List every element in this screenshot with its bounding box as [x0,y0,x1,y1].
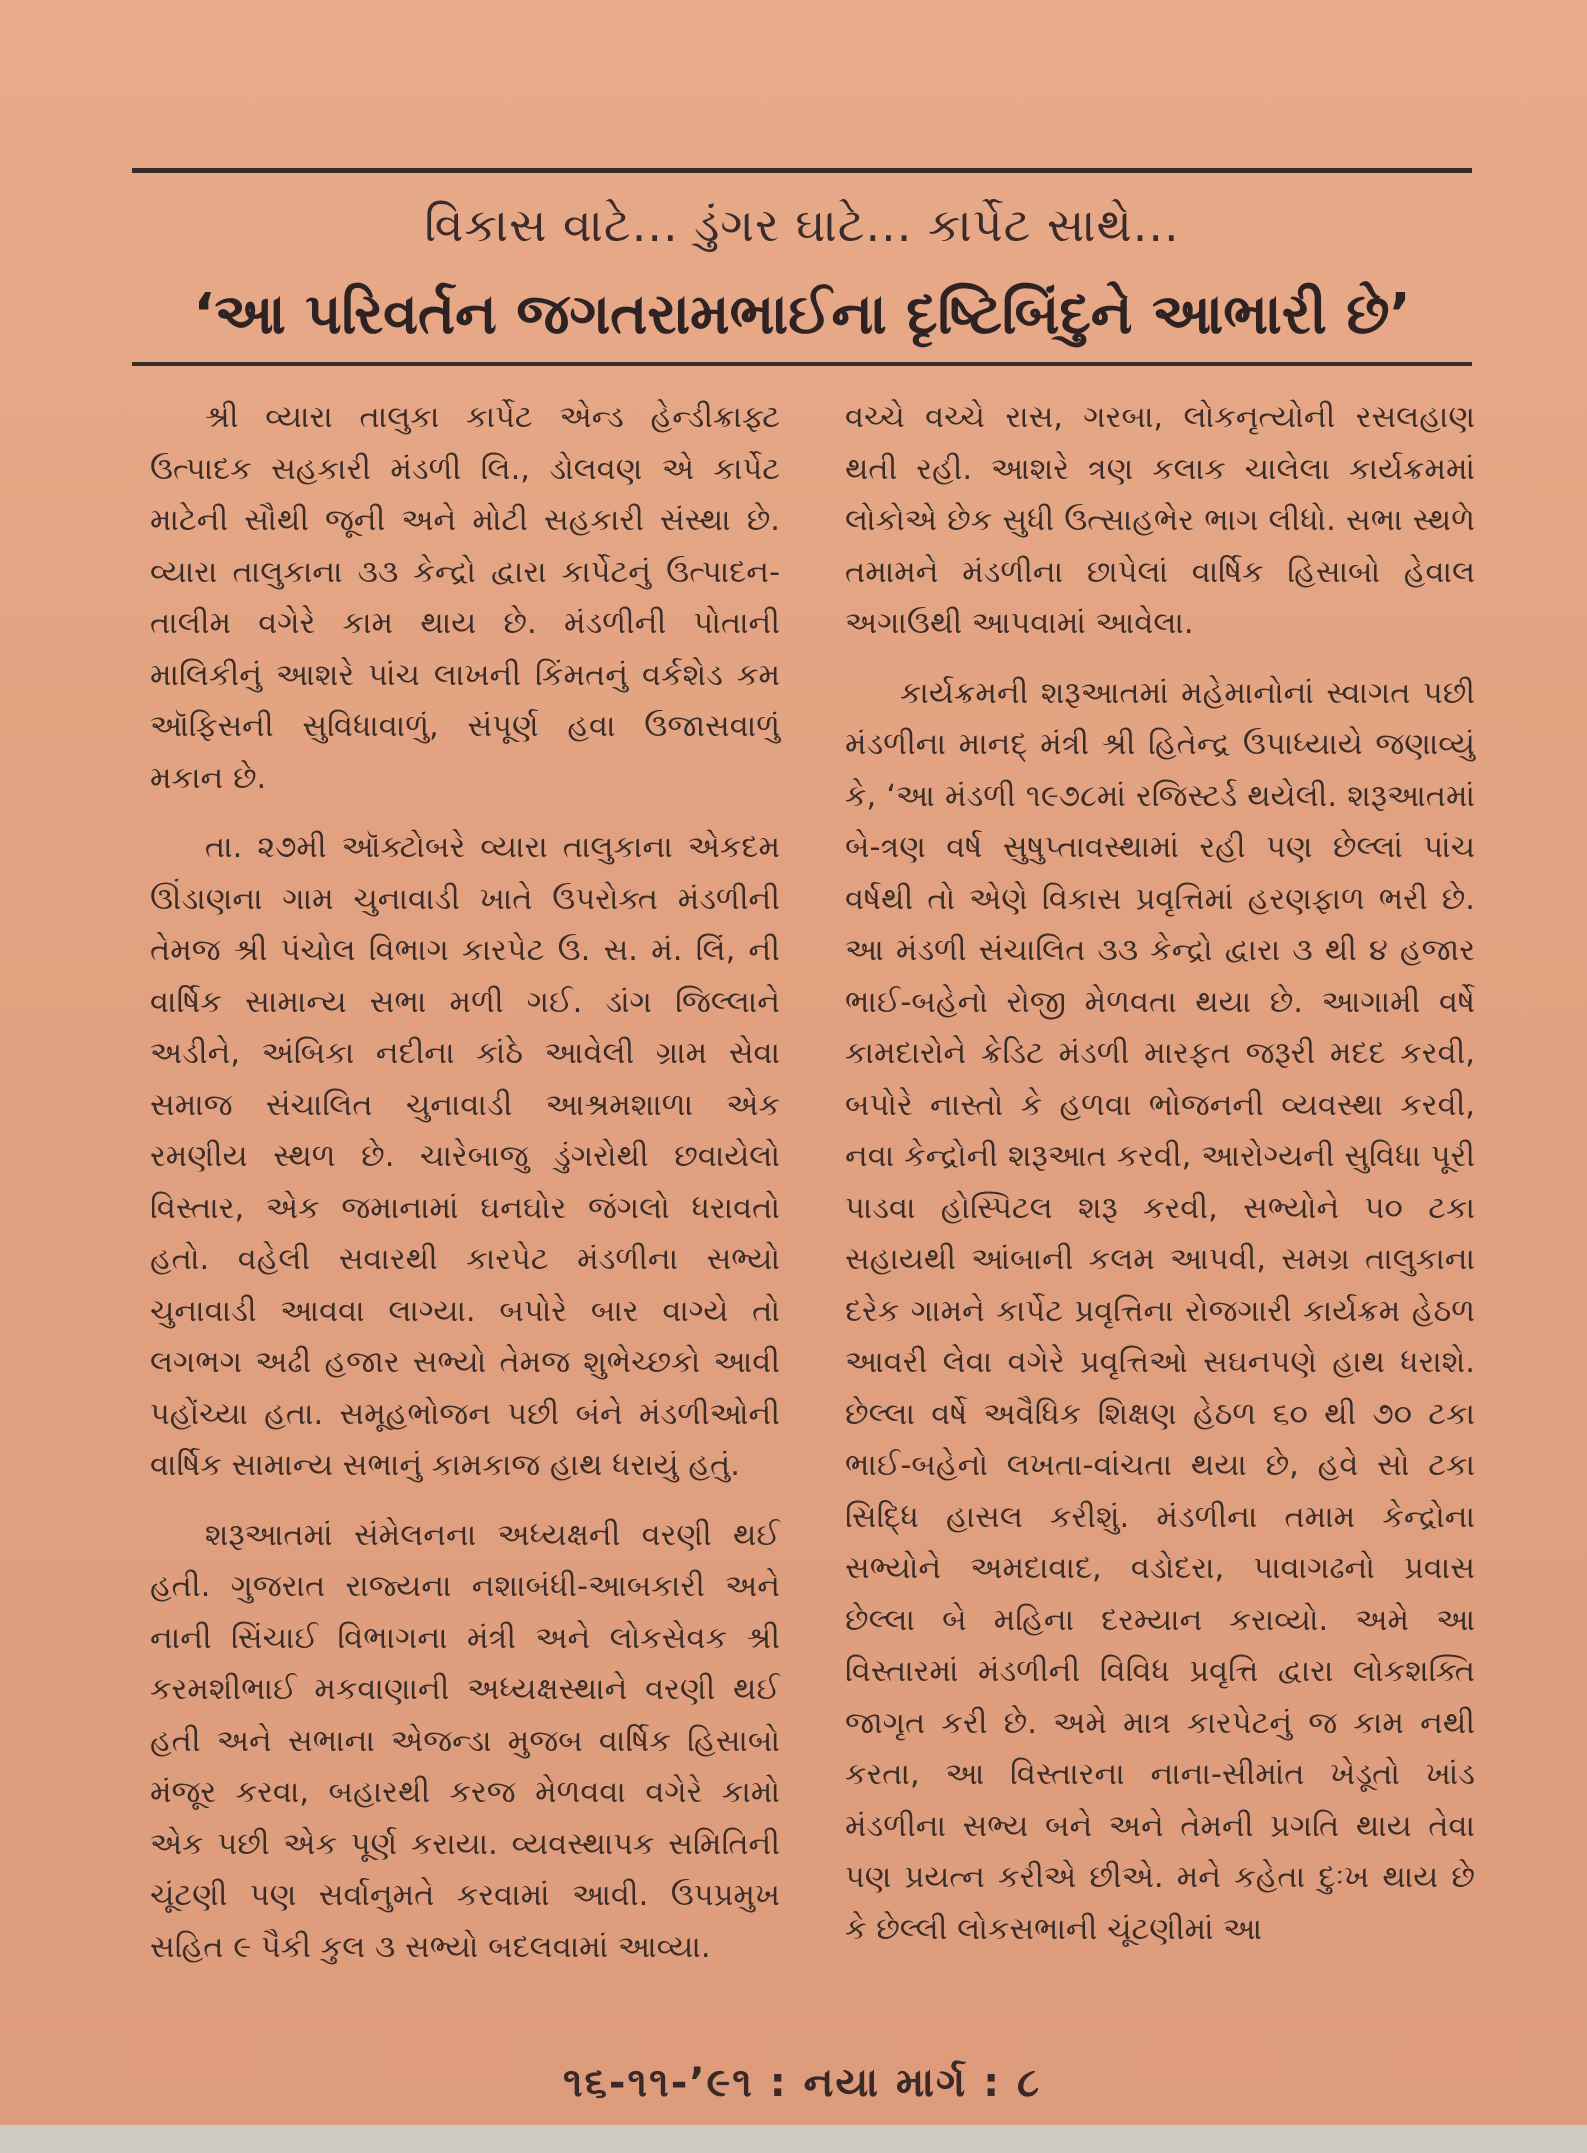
left-column [150,392,780,1991]
scan-edge [0,2125,1587,2153]
paragraph: શરૂઆતમાં સંમેલનના અધ્યક્ષની વરણી થઈ હતી. ગુજરાત રાજ્યના નશાબંધી-આબકારી અને નાની સિંચાઈ વિભાગના મંત્રી અને લોકસેવક શ્રી કરમશીભાઈ મકવાણાની અધ્યક્ષસ્થાને વરણી થઈ હતી અને સભાના એજન્ડા મુજબ વાર્ષિક હિસાબો મંજૂર કરવા, બહારથી કરજ મેળવવા વગેરે કામો એક પછી એક પૂર્ણ કરાયા. વ્યવસ્થાપક સમિતિની ચૂંટણી પણ સર્વાનુમતે કરવામાં આવી. ઉપપ્રમુખ સહિત ૯ પૈકી કુલ ૩ સભ્યો બદલવામાં આવ્યા. [150,1517,780,1965]
article-kicker: વિકાસ વાટે... ડુંગર ઘાટે... કાર્પેટ સાથે... [424,198,1180,252]
paragraph: તા. ૨૭મી ઑક્ટોબરે વ્યારા તાલુકાના એકદમ ઊંડાણના ગામ ચુનાવાડી ખાતે ઉપરોક્ત મંડળીની તેમજ શ્રી પંચોલ વિભાગ કારપેટ ઉ. સ. મં. લિં, ની વાર્ષિક સામાન્ય સભા મળી ગઈ. ડાંગ જિલ્લાને અડીને, અંબિકા નદીના કાંઠે આવેલી ગ્રામ સેવા સમાજ સંચાલિત ચુનાવાડી આશ્રમશાળા એક રમણીય સ્થળ છે. ચારેબાજુ ડુંગરોથી છવાયેલો વિસ્તાર, એક જમાનામાં ઘનઘોર જંગલો ધરાવતો હતો. વહેલી સવારથી કારપેટ મંડળીના સભ્યો ચુનાવાડી આવવા લાગ્યા. બપોરે બાર વાગ્યે તો લગભગ અઢી હજાર સભ્યો તેમજ શુભેચ્છકો આવી પહોંચ્યા હતા. સમૂહભોજન પછી બંને મંડળીઓની વાર્ષિક સામાન્ય સભાનું કામકાજ હાથ ધરાયું હતું. [150,830,780,1483]
right-column [845,392,1475,1973]
paragraph: કાર્યક્રમની શરૂઆતમાં મહેમાનોનાં સ્વાગત પછી મંડળીના માનદ્ મંત્રી શ્રી હિતેન્દ્ર ઉપાધ્યાયે જણાવ્યું કે, ‘આ મંડળી ૧૯૭૮માં રજિસ્ટર્ડ થયેલી. શરૂઆતમાં બે-ત્રણ વર્ષ સુષુપ્તાવસ્થામાં રહી પણ છેલ્લાં પાંચ વર્ષથી તો એણે વિકાસ પ્રવૃત્તિમાં હરણફાળ ભરી છે. આ મંડળી સંચાલિત ૩૩ કેન્દ્રો દ્વારા ૩ થી ૪ હજાર ભાઈ-બહેનો રોજી મેળવતા થયા છે. આગામી વર્ષે કામદારોને ક્રેડિટ મંડળી મારફત જરૂરી મદદ કરવી, બપોરે નાસ્તો કે હળવા ભોજનની વ્યવસ્થા કરવી, નવા કેન્દ્રોની શરૂઆત કરવી, આરોગ્યની સુવિધા પૂરી પાડવા હોસ્પિટલ શરૂ કરવી, સભ્યોને ૫૦ ટકા સહાયથી આંબાની કલમ આપવી, સમગ્ર તાલુકાના દરેક ગામને કાર્પેટ પ્રવૃત્તિના રોજગારી કાર્યક્રમ હેઠળ આવરી લેવા વગેરે પ્રવૃત્તિઓ સઘનપણે હાથ ધરાશે. છેલ્લા વર્ષે અવૈધિક શિક્ષણ હેઠળ ૬૦ થી ૭૦ ટકા ભાઈ-બહેનો લખતા-વાંચતા થયા છે, હવે સો ટકા સિદ્ધિ હાસલ કરીશું. મંડળીના તમામ કેન્દ્રોના સભ્યોને અમદાવાદ, વડોદરા, પાવાગઢનો પ્રવાસ છેલ્લા બે મહિના દરમ્યાન કરાવ્યો. અમે આ વિસ્તારમાં મંડળીની વિવિધ પ્રવૃત્તિ દ્વારા લોકશક્તિ જાગૃત કરી છે. અમે માત્ર કારપેટનું જ કામ નથી કરતા, આ વિસ્તારના નાના-સીમાંત ખેડૂતો ખાંડ મંડળીના સભ્ય બને અને તેમની પ્રગતિ થાય તેવા પણ પ્રયત્ન કરીએ છીએ. મને કહેતા દુઃખ થાય છે કે છેલ્લી લોકસભાની ચૂંટણીમાં આ [845,675,1475,1947]
top-rule [132,168,1472,173]
paragraph: વચ્ચે વચ્ચે રાસ, ગરબા, લોકનૃત્યોની રસલહાણ થતી રહી. આશરે ત્રણ કલાક ચાલેલા કાર્યક્રમમાં લોકોએ છેક સુધી ઉત્સાહભેર ભાગ લીધો. સભા સ્થળે તમામને મંડળીના છાપેલાં વાર્ષિક હિસાબો હેવાલ અગાઉથી આપવામાં આવેલા. [845,400,1475,641]
article-headline: ‘આ પરિવર્તન જગતરામભાઈના દૃષ્ટિબિંદુને આભારી છે’ [193,282,1411,347]
headline-rule [132,362,1472,366]
page-footer: ૧૬-૧૧-’૯૧ : નયા માર્ગ : ૮ [562,2060,1042,2106]
paragraph: શ્રી વ્યારા તાલુકા કાર્પેટ એન્ડ હેન્ડીક્રાફ્ટ ઉત્પાદક સહકારી મંડળી લિ., ડોલવણ એ કાર્પેટ માટેની સૌથી જૂની અને મોટી સહકારી સંસ્થા છે. વ્યારા તાલુકાના ૩૩ કેન્દ્રો દ્વારા કાર્પેટનું ઉત્પાદન-તાલીમ વગેરે કામ થાય છે. મંડળીની પોતાની માલિકીનું આશરે પાંચ લાખની કિંમતનું વર્કશેડ કમ ઑફિસની સુવિધાવાળું, સંપૂર્ણ હવા ઉજાસવાળું મકાન છે. [150,400,780,796]
